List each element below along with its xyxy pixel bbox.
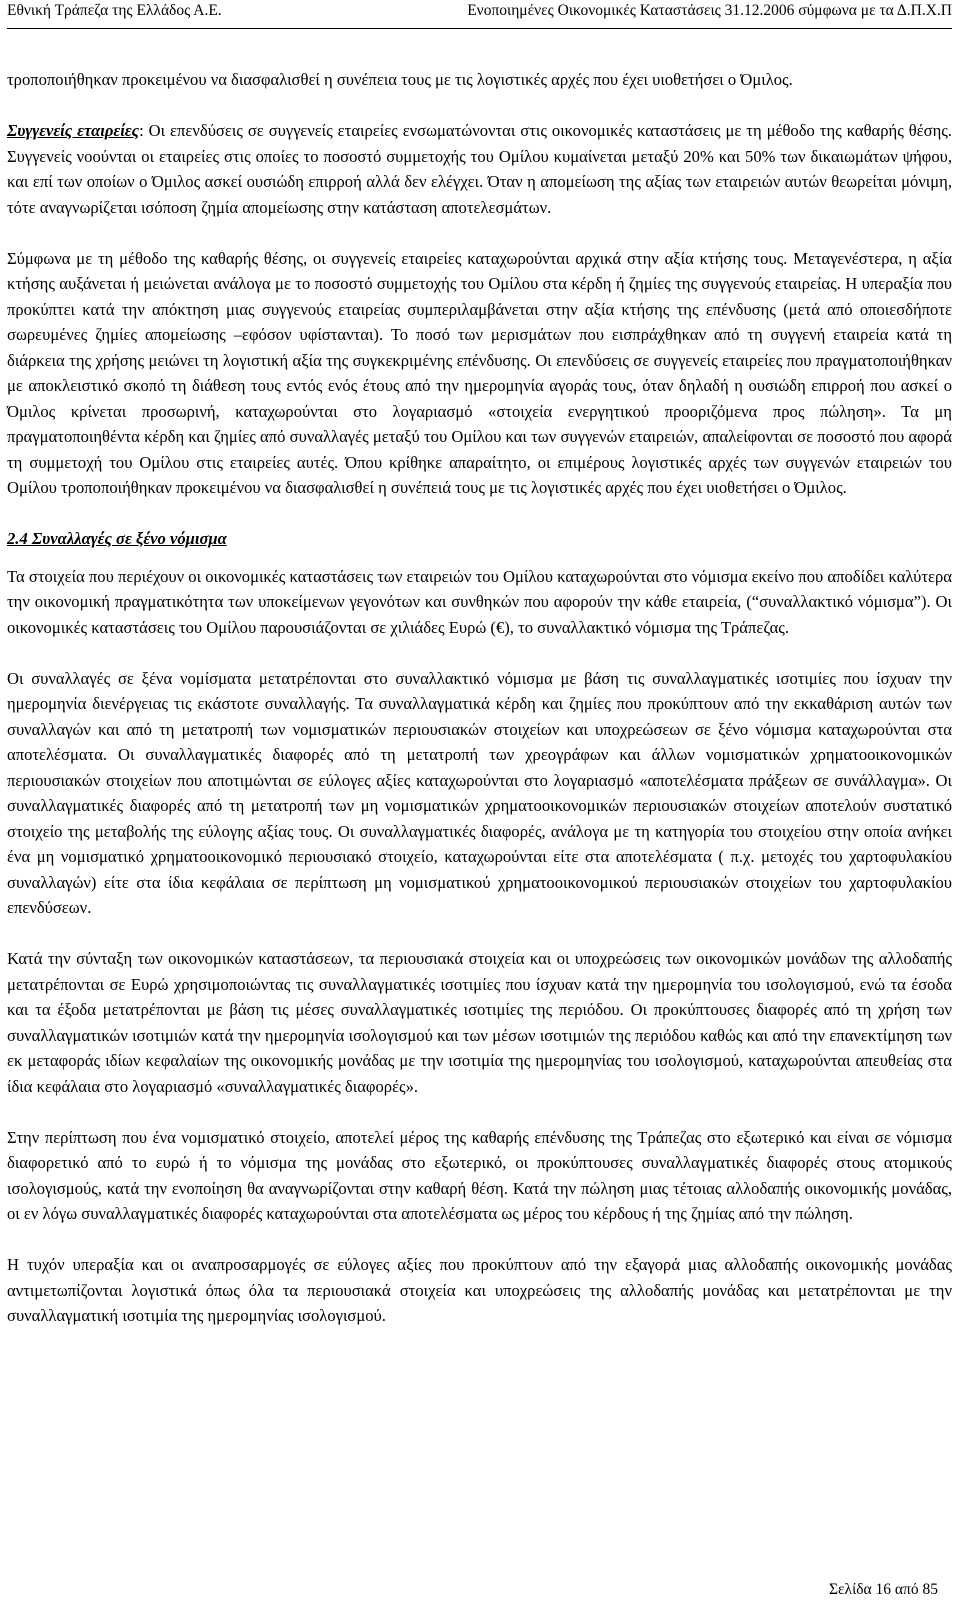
page-header xyxy=(7,0,952,29)
header-bank-name: Εθνική Τράπεζα της Ελλάδος Α.Ε. xyxy=(7,2,222,19)
section-heading-foreign-currency: 2.4 Συναλλαγές σε ξένο νόμισμα xyxy=(7,529,227,548)
paragraph-continuation: τροποποιήθηκαν προκειμένου να διασφαλισθεί η συνέπεια τους με τις λογιστικές αρχές που έχει υιοθετήσει ο Όμιλος. xyxy=(7,70,793,89)
paragraph-goodwill: Η τυχόν υπεραξία και οι αναπροσαρμογές σε εύλογες αξίες που προκύπτουν από την εξαγορά μιας αλλοδαπής οικονομικής μονάδας αντιμετωπίζονται λογιστικά όπως όλα τα περιουσιακά στοιχεία και υποχρεώσεις της αλλοδαπής μονάδας και μετατρέπονται με την συναλλαγματική ισοτιμία της ημερομηνίας ισολογισμού. xyxy=(7,1255,952,1325)
page-number: Σελίδα 16 από 85 xyxy=(829,1581,938,1598)
paragraph-equity-method: Σύμφωνα με τη μέθοδο της καθαρής θέσης, οι συγγενείς εταιρείες καταχωρούνται αρχικά στην αξία κτήσης τους. Μεταγενέστερα, η αξία κτήσης αυξάνεται ή μειώνεται ανάλογα με το ποσοστό συμμετοχής του Ομίλου στα κέρδη ή ζημίες της συγγενούς εταιρείας. Η υπεραξία που προκύπτει κατά την απόκτηση μιας συγγενούς εταιρείας συμπεριλαμβάνεται στην αξία κτήσης της επένδυσης (μετά από οποιεσδήποτε σωρευμένες ζημίες απομείωσης –εφόσον υφίστανται). Το ποσό των μερισμάτων που εισπράχθηκαν από τη συγγενή εταιρεία κατά τη διάρκεια της χρήσης μειώνει τη λογιστική αξία της συγκεκριμένης επένδυσης. Οι επενδύσεις σε συγγενείς εταιρείες που πραγματοποιήθηκαν με αποκλειστικό σκοπό τη διάθεση τους εντός ενός έτους από την ημερομηνία αγοράς τους, όταν δηλαδή η ουσιώδη επιρροή που ασκεί ο Όμιλος κρίνεται προσωρινή, καταχωρούνται στο λογαριασμό «στοιχεία ενεργητικού προοριζόμενα προς πώληση». Τα μη πραγματοποιηθέντα κέρδη και ζημίες από συναλλαγές μεταξύ του Ομίλου και των συγγενών εταιρειών, απαλείφονται σε ποσοστό που αφορά τη συμμετοχή του Ομίλου στις εταιρείες αυτές. Όπου κρίθηκε απαραίτητο, οι επιμέρους λογιστικές αρχές των συγγενών εταιρειών του Ομίλου τροποποιήθηκαν προκειμένου να διασφαλισθεί η συνέπειά τους με τις λογιστικές αρχές που έχει υιοθετήσει ο Όμιλος. xyxy=(7,248,952,497)
paragraph-fx-translation: Κατά την σύνταξη των οικονομικών καταστάσεων, τα περιουσιακά στοιχεία και οι υποχρεώσεις των οικονομικών μονάδων της αλλοδαπής μετατρέπονται σε Ευρώ χρησιμοποιώντας τις συναλλαγματικές ισοτιμίες που ίσχυαν κατά την ημερομηνία του ισολογισμού, ενώ τα έσοδα και τα έξοδα μετατρέπονται με βάση τις μέσες συναλλαγματικές ισοτιμίες της περιόδου. Οι προκύπτουσες διαφορές από τη χρήση των συναλλαγματικών ισοτιμιών κατά την ημερομηνία ισολογισμού και των μέσων ισοτιμιών της περιόδου καθώς και από την επανεκτίμηση των εκ μεταφοράς ιδίων κεφαλαίων της οικονομικής μονάδας με την ισοτιμία της ημερομηνίας του ισολογισμού, καταχωρούνται απευθείας στα ίδια κεφάλαια στο λογαριασμό «συναλλαγματικές διαφορές». xyxy=(7,949,952,1096)
associates-text: Οι επενδύσεις σε συγγενείς εταιρείες ενσωματώνονται στις οικονομικές καταστάσεις με τη μέθοδο της καθαρής θέσης. Συγγενείς νοούνται οι εταιρείες στις οποίες το ποσοστό συμμετοχής του Ομίλου κυμαίνεται μεταξύ 20% και 50% των δικαιωμάτων ψήφου, και επί των οποίων ο Όμιλος ασκεί ουσιώδη επιρροή αλλά δεν ελέγχει. Όταν η απομείωση της αξίας των εταιρειών αυτών θεωρείται μόνιμη, τότε αναγνωρίζεται ισόποση ζημία απομείωσης στην κατάσταση αποτελεσμάτων. xyxy=(7,121,952,217)
header-document-title: Ενοποιημένες Οικονομικές Καταστάσεις 31.12.2006 σύμφωνα με τα Δ.Π.Χ.Π xyxy=(467,2,952,19)
document-body xyxy=(7,29,952,1329)
paragraph-functional-currency: Τα στοιχεία που περιέχουν οι οικονομικές καταστάσεις των εταιρειών του Ομίλου καταχωρούνται στο νόμισμα εκείνο που αποδίδει καλύτερα την οικονομική πραγματικότητα των υποκείμενων γεγονότων και συνθηκών που αφορούν την κάθε εταιρεία, (“συναλλακτικό νόμισμα”). Οι οικονομικές καταστάσεις του Ομίλου παρουσιάζονται σε χιλιάδες Ευρώ (€), το συναλλακτικό νόμισμα της Τράπεζας. xyxy=(7,566,952,637)
paragraph-net-investment: Στην περίπτωση που ένα νομισματικό στοιχείο, αποτελεί μέρος της καθαρής επένδυσης της Τράπεζας στο εξωτερικό και είναι σε νόμισμα διαφορετικό από το ευρώ ή το νόμισμα της μονάδας στο εξωτερικό, οι προκύπτουσες συναλλαγματικές διαφορές στους ατομικούς ισολογισμούς, κατά την ενοποίηση θα αναγνωρίζονται στην καθαρή θέση. Κατά την πώληση μιας τέτοιας αλλοδαπής οικονομικής μονάδας, οι εν λόγω συναλλαγματικές διαφορές καταχωρούνται στα αποτελέσματα ως μέρος του κέρδους ή της ζημίας από την πώληση. xyxy=(7,1127,952,1223)
paragraph-associates xyxy=(7,118,952,220)
associates-heading: Συγγενείς εταιρείες xyxy=(7,121,140,140)
paragraph-fx-transactions: Οι συναλλαγές σε ξένα νομίσματα μετατρέπονται στο συναλλακτικό νόμισμα με βάση τις συναλλαγματικές ισοτιμίες που ίσχυαν την ημερομηνία διενέργειας τις εκάστοτε συναλλαγής. Τα συναλλαγματικά κέρδη και ζημίες που προκύπτουν από την εκκαθάριση αυτών των συναλλαγών και από τη μετατροπή των νομισματικών περιουσιακών στοιχείων και υποχρεώσεων σε ξένο νόμισμα καταχωρούνται στα αποτελέσματα. Οι συναλλαγματικές διαφορές από τη μετατροπή των χρεογράφων και άλλων νομισματικών χρηματοοικονομικών περιουσιακών στοιχείων που αποτιμώνται σε εύλογες αξίες καταχωρούνται στο λογαριασμό «αποτελέσματα πράξεων σε συνάλλαγμα». Οι συναλλαγματικές διαφορές από τη μετατροπή των μη νομισματικών χρηματοοικονομικών περιουσιακών στοιχείων αποτελούν συστατικό στοιχείο της μεταβολής της εύλογης αξίας τους. Οι συναλλαγματικές διαφορές, ανάλογα με τη κατηγορία του στοιχείου στην οποία ανήκει ένα μη νομισματικό χρηματοοικονομικό περιουσιακό στοιχείο, καταχωρούνται είτε στα αποτελέσματα ( π.χ. μετοχές του χαρτοφυλακίου συναλλαγών) είτε στα ίδια κεφάλαια σε περίπτωση μη νομισματικού χρηματοοικονομικού περιουσιακών στοιχείων του χαρτοφυλακίου επενδύσεων. xyxy=(7,668,952,917)
associates-heading-colon: : xyxy=(139,121,144,140)
